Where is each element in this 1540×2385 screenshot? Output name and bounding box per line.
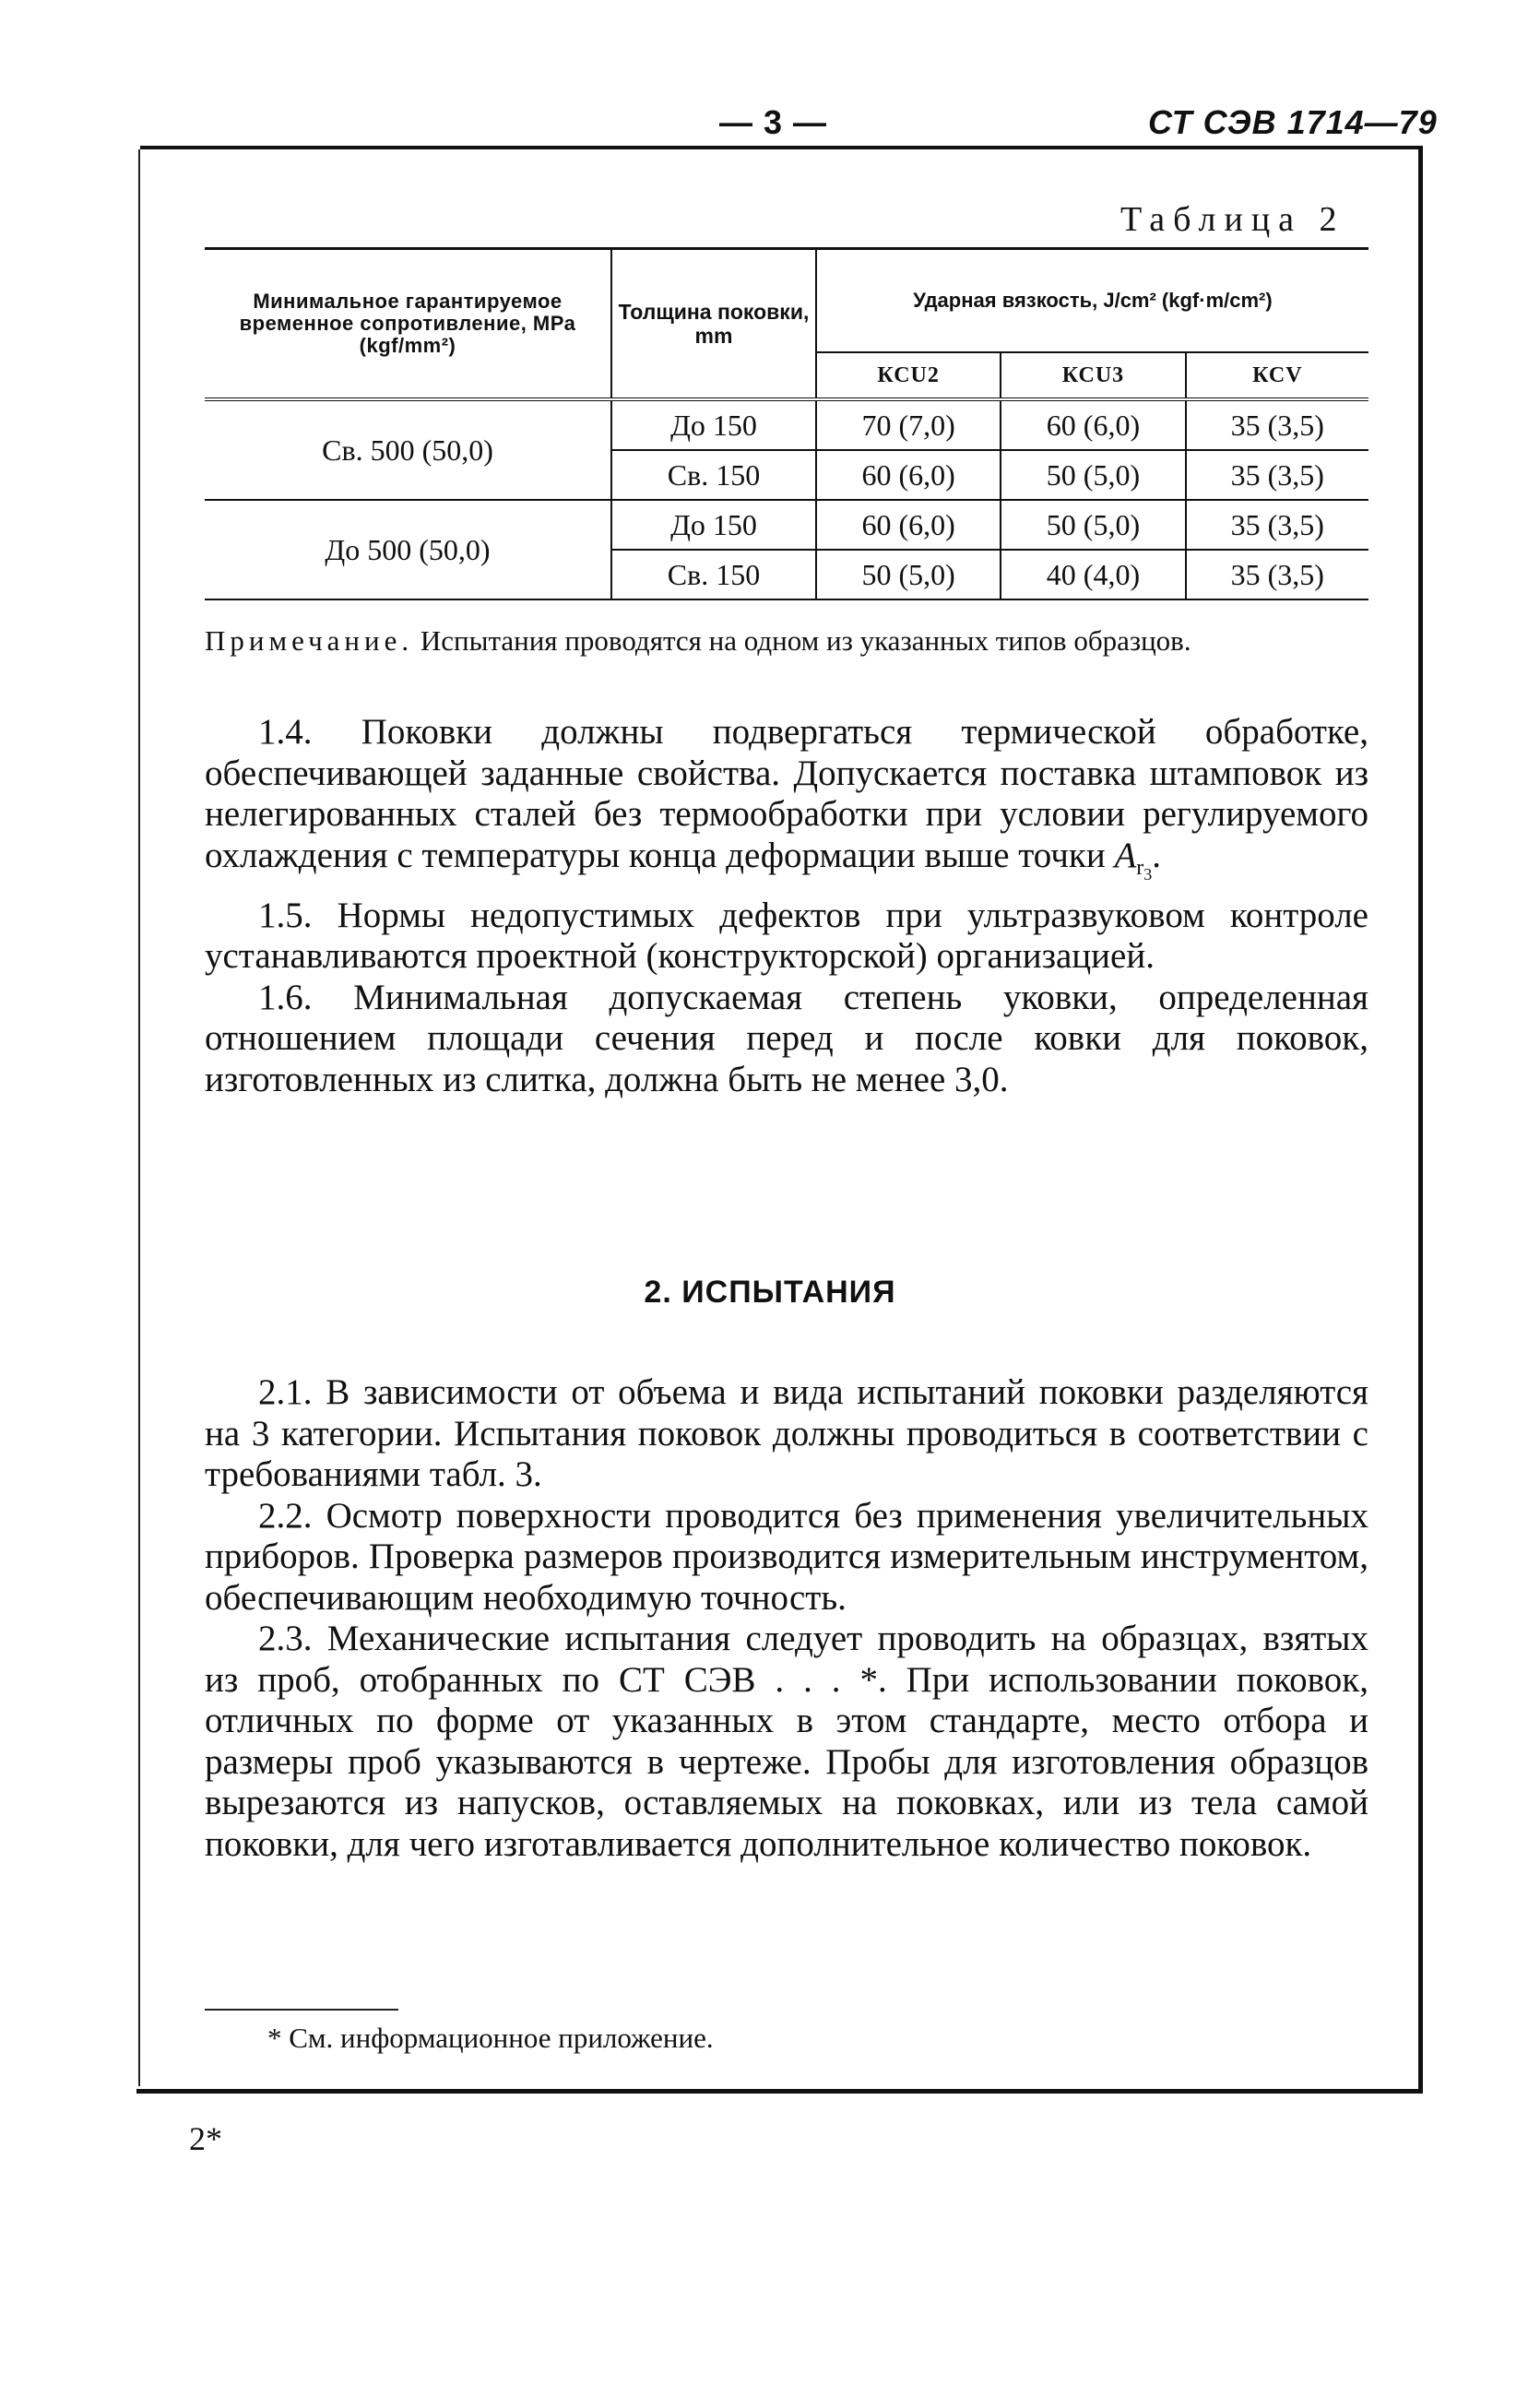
cell-thickness: До 150 xyxy=(611,399,816,450)
point-symbol-subscript: r3 xyxy=(1136,856,1153,884)
bottom-rule xyxy=(136,2089,1422,2094)
left-margin-rule xyxy=(138,149,140,2086)
cell-kcu3: 40 (4,0) xyxy=(1001,550,1185,599)
cell-kcu2: 50 (5,0) xyxy=(816,550,1001,599)
footnote-rule xyxy=(205,2009,398,2011)
table-row xyxy=(205,500,1368,550)
cell-kcu2: 70 (7,0) xyxy=(816,399,1001,450)
cell-kcv: 35 (3,5) xyxy=(1186,399,1368,450)
table-note xyxy=(205,623,1367,659)
top-rule xyxy=(140,146,1422,149)
cell-thickness: Св. 150 xyxy=(611,550,816,599)
col-header-thickness: Толщина поковки, mm xyxy=(611,249,816,400)
note-label: Примечание. xyxy=(205,624,414,657)
footnote: * См. информационное приложение. xyxy=(267,2022,714,2054)
paragraph-1-6: 1.6. Минимальная допускаемая степень уковки, определенная отношением площади сечения перед и после ковки для поковок, изготовленных из слитка, должна быть не менее 3,0. xyxy=(205,977,1368,1099)
cell-kcv: 35 (3,5) xyxy=(1186,450,1368,500)
col-header-kcu3: КСU3 xyxy=(1001,352,1185,399)
cell-kcu3: 60 (6,0) xyxy=(1001,399,1185,450)
cell-kcu2: 60 (6,0) xyxy=(816,500,1001,550)
paragraph-1-4-text: 1.4. Поковки должны подвергаться термической обработке, обеспечивающей заданные свойства. Допускается поставка штамповок из нелегированных сталей без термообработки при условии регулируемого охлаждения с температуры конца деформации выше точки xyxy=(205,712,1368,875)
cell-kcu3: 50 (5,0) xyxy=(1001,500,1185,550)
cell-kcu3: 50 (5,0) xyxy=(1001,450,1185,500)
impact-strength-table xyxy=(205,247,1368,600)
cell-thickness: Св. 150 xyxy=(611,450,816,500)
col-header-impact-strength: Ударная вязкость, J/cm² (kgf·m/cm²) xyxy=(816,249,1368,353)
col-header-tensile-strength: Минимальное гарантируемое временное сопротивление, МРа (kgf/mm²) xyxy=(205,249,611,400)
paragraph-2-1: 2.1. В зависимости от объема и вида испытаний поковки разделяются на 3 категории. Испытания поковок должны проводиться в соответствии с требованиями табл. 3. xyxy=(205,1372,1368,1494)
paragraph-2-2: 2.2. Осмотр поверхности проводится без применения увеличительных приборов. Проверка размеров производится измерительным инструментом, обеспечивающим необходимую точность. xyxy=(205,1495,1368,1618)
cell-kcv: 35 (3,5) xyxy=(1186,500,1368,550)
paragraph-2-3: 2.3. Механические испытания следует проводить на образцах, взятых из проб, отобранных по СТ СЭВ . . . *. При использовании поковок, отличных по форме от указанных в этом стандарте, место отбора и размеры проб указываются в чертеже. Пробы для изготовления образцов вырезаются из напусков, оставляемых на поковках, или из тела самой поковки, для чего изготавливается дополнительное количество поковок. xyxy=(205,1619,1368,1864)
table-caption: Таблица 2 xyxy=(1120,200,1345,239)
table-row xyxy=(205,399,1368,450)
note-text: Испытания проводятся на одном из указанных типов образцов. xyxy=(420,624,1191,657)
point-symbol: A xyxy=(1114,835,1137,875)
cell-kcu2: 60 (6,0) xyxy=(816,450,1001,500)
section-1-paragraphs xyxy=(205,712,1368,1100)
standard-designation: СТ СЭВ 1714—79 xyxy=(1148,103,1438,141)
row-group-label: Св. 500 (50,0) xyxy=(205,399,611,500)
col-header-kcv: КСV xyxy=(1186,352,1368,399)
page-number: — 3 — xyxy=(719,103,828,141)
cell-thickness: До 150 xyxy=(611,500,816,550)
cell-kcv: 35 (3,5) xyxy=(1186,550,1368,599)
right-margin-rule xyxy=(1418,146,1423,2094)
col-header-kcu2: КСU2 xyxy=(816,352,1001,399)
row-group-label: До 500 (50,0) xyxy=(205,500,611,599)
section-2-paragraphs xyxy=(205,1372,1368,1865)
paragraph-1-5: 1.5. Нормы недопустимых дефектов при ультразвуковом контроле устанавливаются проектной (конструкторской) организацией. xyxy=(205,895,1368,977)
paragraph-1-4: 1.4. Поковки должны подвергаться термической обработке, обеспечивающей заданные свойства. Допускается поставка штамповок из нелегированных сталей без термообработки при условии регулируемого охлаждения с температуры конца деформации выше точки $A_{r_3}$. xyxy=(205,712,1368,884)
page-mark: 2* xyxy=(189,2120,222,2157)
section-title: 2. ИСПЫТАНИЯ xyxy=(644,1275,896,1310)
